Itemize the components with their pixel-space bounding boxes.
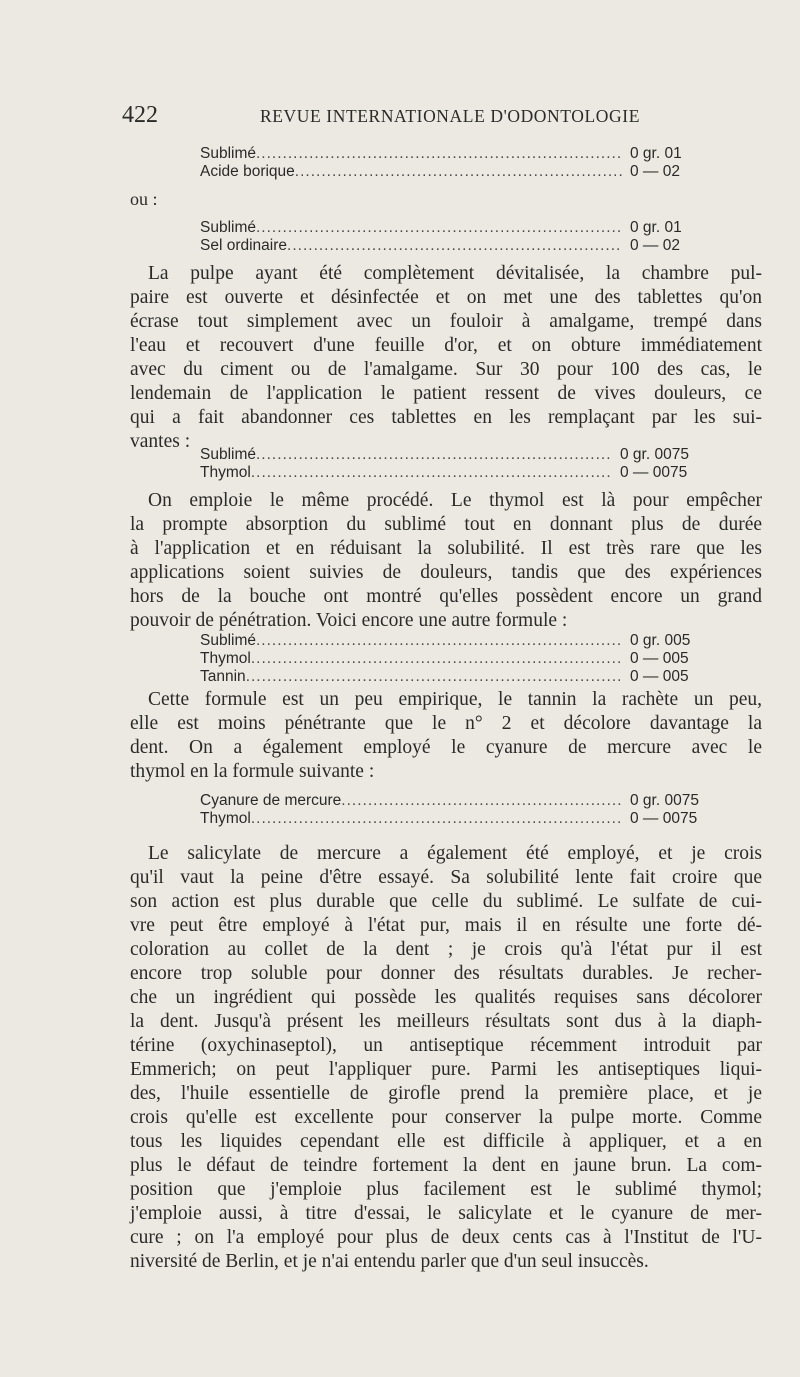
text-line: Emmerich; on peut l'appliquer pure. Parmi les antiseptiques liqui- — [130, 1059, 762, 1080]
formula-row — [200, 145, 722, 163]
ingredient-quantity: 0 — 0075 — [620, 464, 688, 481]
formula-row — [200, 650, 722, 668]
dot-leader — [251, 810, 622, 828]
text-line: coloration au collet de la dent ; je crois qu'à l'état pur il est — [130, 939, 762, 960]
ingredient-name: Thymol — [200, 650, 251, 667]
dot-leader — [341, 792, 622, 810]
dot-leader — [251, 464, 612, 482]
formula-row — [200, 219, 722, 237]
dot-leader — [251, 650, 622, 668]
running-title: REVUE INTERNATIONALE D'ODONTOLOGIE — [260, 106, 640, 126]
text-line: à l'application et en réduisant la solubilité. Il est très rare que les — [130, 538, 762, 559]
text-line: la prompte absorption du sublimé tout en donnant plus de durée — [130, 514, 762, 535]
text-line: La pulpe ayant été complètement dévitalisée, la chambre pul- — [148, 263, 762, 284]
formula-table — [200, 145, 722, 181]
ingredient-name: Tannin — [200, 668, 246, 685]
dot-leader — [295, 163, 622, 181]
text-line: paire est ouverte et désinfectée et on met une des tablettes qu'on — [130, 287, 762, 308]
text-line: vre peut être employé à l'état pur, mais il en résulte une forte dé- — [130, 915, 762, 936]
text-line: Le salicylate de mercure a également été employé, et je crois — [148, 843, 762, 864]
text-line: applications soient suivies de douleurs, tandis que des expériences — [130, 562, 762, 583]
formula-row — [200, 792, 722, 810]
formula-row — [200, 632, 722, 650]
ingredient-name: Sublimé — [200, 446, 256, 463]
formula-table — [200, 446, 712, 482]
formula-row — [200, 668, 722, 686]
ingredient-name: Thymol — [200, 810, 251, 827]
formula-row — [200, 163, 722, 181]
text-line: position que j'emploie plus facilement est le sublimé thymol; — [130, 1179, 762, 1200]
formula-table — [200, 632, 722, 686]
text-line: l'eau et recouvert d'une feuille d'or, et on obture immédiatement — [130, 335, 762, 356]
ingredient-name: Sublimé — [200, 632, 256, 649]
ingredient-quantity: 0 — 02 — [630, 163, 680, 180]
ingredient-name: Thymol — [200, 464, 251, 481]
page-header — [122, 102, 762, 134]
text-line: plus le défaut de teindre fortement la dent en jaune brun. La com- — [130, 1155, 762, 1176]
text-line: son action est plus durable que celle du sublimé. Le sulfate de cui- — [130, 891, 762, 912]
ingredient-name: Sublimé — [200, 145, 256, 162]
page-number: 422 — [122, 102, 158, 128]
text-line: che un ingrédient qui possède les qualités requises sans décolorer — [130, 987, 762, 1008]
text-line: lendemain de l'application le patient ressent de vives douleurs, ce — [130, 383, 762, 404]
text-line: qu'il vaut la peine d'être essayé. Sa solubilité lente fait croire que — [130, 867, 762, 888]
text-line: cure ; on l'a employé pour plus de deux cents cas à l'Institut de l'U- — [130, 1227, 762, 1248]
ingredient-quantity: 0 gr. 005 — [630, 632, 691, 649]
text-line: qui a fait abandonner ces tablettes en les remplaçant par les sui- — [130, 407, 762, 428]
text-line: pouvoir de pénétration. Voici encore une autre formule : — [130, 610, 568, 631]
formula-row — [200, 464, 712, 482]
ou-label: ou : — [130, 189, 158, 209]
text-line: On emploie le même procédé. Le thymol est là pour empêcher — [148, 490, 762, 511]
text-line: Cette formule est un peu empirique, le tannin la rachète un peu, — [148, 689, 762, 710]
dot-leader — [256, 219, 622, 237]
ingredient-quantity: 0 gr. 01 — [630, 219, 682, 236]
text-line: crois qu'elle est excellente pour conserver la pulpe morte. Comme — [130, 1107, 762, 1128]
text-line: encore trop soluble pour donner des résultats durables. Je recher- — [130, 963, 762, 984]
ingredient-quantity: 0 — 005 — [630, 668, 689, 685]
formula-row — [200, 237, 722, 255]
text-line: écrase tout simplement avec un fouloir à amalgame, trempé dans — [130, 311, 762, 332]
ingredient-quantity: 0 — 02 — [630, 237, 680, 254]
ingredient-name: Acide borique — [200, 163, 295, 180]
text-line: niversité de Berlin, et je n'ai entendu parler que d'un seul insuccès. — [130, 1251, 649, 1272]
text-line: la dent. Jusqu'à présent les meilleurs résultats sont dus à la diaph- — [130, 1011, 762, 1032]
body-paragraph — [130, 842, 762, 1274]
text-line: térine (oxychinaseptol), un antiseptique récemment introduit par — [130, 1035, 762, 1056]
text-line: avec du ciment ou de l'amalgame. Sur 30 pour 100 des cas, le — [130, 359, 762, 380]
dot-leader — [287, 237, 622, 255]
ingredient-quantity: 0 gr. 0075 — [620, 446, 689, 463]
ingredient-name: Sel ordinaire — [200, 237, 288, 254]
ingredient-quantity: 0 — 0075 — [630, 810, 698, 827]
formula-table — [200, 792, 722, 828]
ingredient-quantity: 0 gr. 01 — [630, 145, 682, 162]
body-paragraph — [130, 262, 762, 454]
text-line: j'emploie aussi, à titre d'essai, le salicylate et le cyanure de mer- — [130, 1203, 762, 1224]
ingredient-quantity: 0 — 005 — [630, 650, 689, 667]
dot-leader — [256, 632, 622, 650]
text-line: vantes : — [130, 431, 191, 452]
dot-leader — [256, 446, 612, 464]
ingredient-name: Cyanure de mercure — [200, 792, 342, 809]
formula-table — [200, 219, 722, 255]
text-line: thymol en la formule suivante : — [130, 761, 375, 782]
ingredient-quantity: 0 gr. 0075 — [630, 792, 699, 809]
text-line: tous les liquides cependant elle est difficile à appliquer, et a en — [130, 1131, 762, 1152]
dot-leader — [246, 668, 622, 686]
body-paragraph — [130, 489, 762, 633]
text-line: dent. On a également employé le cyanure de mercure avec le — [130, 737, 762, 758]
ingredient-name: Sublimé — [200, 219, 256, 236]
body-paragraph — [130, 688, 762, 784]
formula-row — [200, 810, 722, 828]
text-line: elle est moins pénétrante que le n° 2 et décolore davantage la — [130, 713, 762, 734]
dot-leader — [256, 145, 622, 163]
text-line: des, l'huile essentielle de girofle prend la première place, et je — [130, 1083, 762, 1104]
text-line: hors de la bouche ont montré qu'elles possèdent encore un grand — [130, 586, 762, 607]
formula-row — [200, 446, 712, 464]
